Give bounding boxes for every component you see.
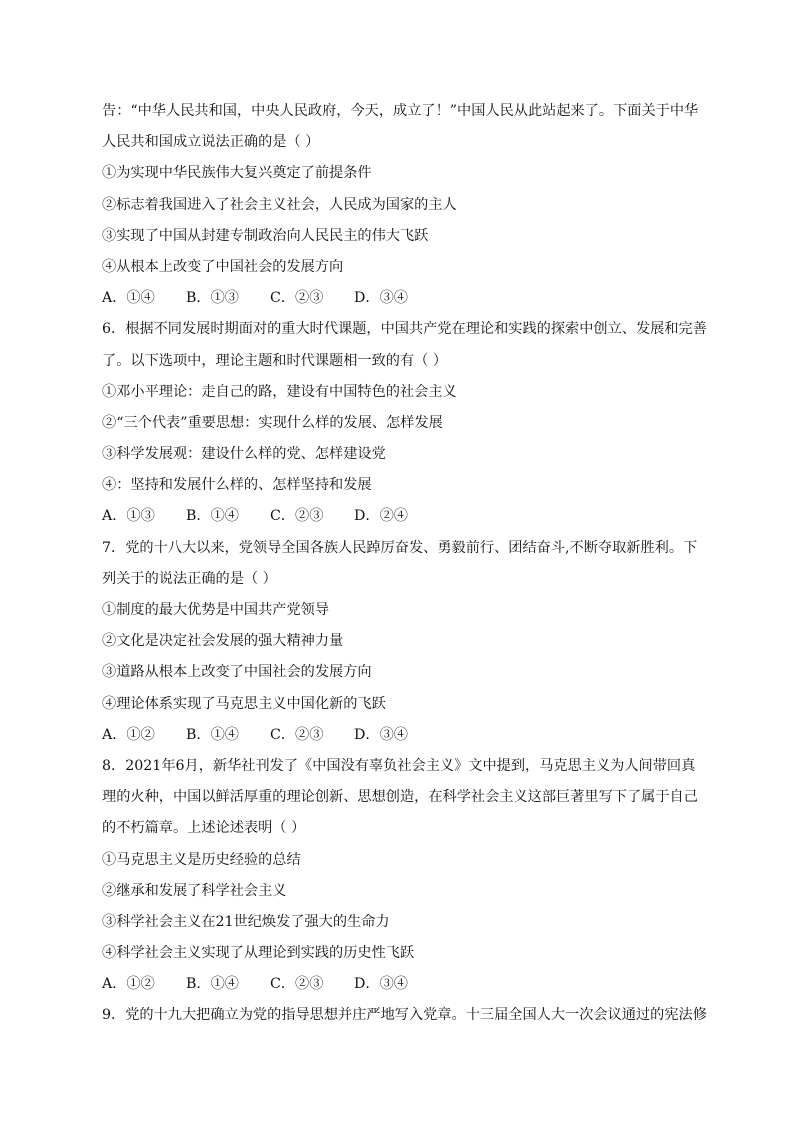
q6-choice-d: D．②④ <box>354 508 408 525</box>
q9-stem-line1: 9．党的十九大把确立为党的指导思想并庄严地写入党章。十三届全国人大一次会议通过的宪法修 <box>102 1007 707 1024</box>
q8-choice-c: C．②③ <box>270 976 324 993</box>
q5-choice-c: C．②③ <box>270 290 324 307</box>
q7-option-1: ①制度的最大优势是中国共产党领导 <box>102 602 330 618</box>
q6-choices <box>102 501 694 532</box>
q6-stem-line1: 6．根据不同发展时期面对的重大时代课题，中国共产党在理论和实践的探索中创立、发展和完善 <box>102 321 707 338</box>
q7-option-4: ④理论体系实现了马克思主义中国化新的飞跃 <box>102 695 386 712</box>
q7-stem-line2: 列关于的说法正确的是（ ） <box>102 570 277 587</box>
q7-choice-a: A．①② <box>102 726 155 743</box>
q8-stem-line2: 理的火种，中国以鲜活厚重的理论创新、思想创造，在科学社会主义这部巨著里写下了属于自己 <box>102 789 698 806</box>
q6-option-1: ①邓小平理论：走自己的路，建设有中国特色的社会主义 <box>102 383 457 400</box>
q5-stem-line2: 人民共和国成立说法正确的是（ ） <box>102 134 320 151</box>
q6-choice-c: C．②③ <box>270 508 324 525</box>
q8-stem-line3: 的不朽篇章。上述论述表明（ ） <box>102 820 306 837</box>
q6-choice-b: B．①④ <box>186 508 239 525</box>
q7-choice-b: B．①④ <box>186 726 239 743</box>
q5-choice-d: D．③④ <box>354 290 408 307</box>
q5-option-4: ④从根本上改变了中国社会的发展方向 <box>102 258 344 275</box>
q6-choice-a: A．①③ <box>102 508 155 525</box>
q6-option-3: ③科学发展观：建设什么样的党、怎样建设党 <box>102 446 386 463</box>
q7-choice-c: C．②③ <box>270 726 324 743</box>
q8-option-1: ①马克思主义是历史经验的总结 <box>102 851 301 868</box>
q7-option-2: ②文化是决定社会发展的强大精神力量 <box>102 633 344 650</box>
q8-choice-a: A．①② <box>102 976 155 993</box>
q8-choice-b: B．①④ <box>186 976 239 993</box>
q5-option-1: ①为实现中华民族伟大复兴奠定了前提条件 <box>102 165 372 182</box>
q7-choices <box>102 720 694 751</box>
q5-choices <box>102 283 694 314</box>
q5-stem-line1: 告：“中华人民共和国，中央人民政府，今天，成立了！”中国人民从此站起来了。下面关于中华 <box>102 103 699 119</box>
q8-option-2: ②继承和发展了科学社会主义 <box>102 882 287 899</box>
q8-option-3: ③科学社会主义在21世纪焕发了强大的生命力 <box>102 913 390 930</box>
q8-option-4: ④科学社会主义实现了从理论到实践的历史性飞跃 <box>102 945 415 962</box>
q5-option-3: ③实现了中国从封建专制政治向人民民主的伟大飞跃 <box>102 227 429 244</box>
q6-option-2: ②“三个代表”重要思想：实现什么样的发展、怎样发展 <box>102 414 443 431</box>
q5-choice-a: A．①④ <box>102 290 155 307</box>
exam-page <box>102 96 707 1032</box>
q8-choice-d: D．③④ <box>354 976 408 993</box>
q8-stem-line1: 8．2021年6月，新华社刊发了《中国没有辜负社会主义》文中提到，马克思主义为人间带回真 <box>102 757 696 774</box>
q7-option-3: ③道路从根本上改变了中国社会的发展方向 <box>102 664 372 681</box>
q5-choice-b: B．①③ <box>186 290 239 307</box>
q7-choice-d: D．③④ <box>354 726 408 743</box>
q5-option-2: ②标志着我国进入了社会主义社会，人民成为国家的主人 <box>102 196 457 213</box>
q8-choices <box>102 969 694 1000</box>
q7-stem-line1: 7．党的十八大以来，党领导全国各族人民踔厉奋发、勇毅前行、团结奋斗,不断夺取新胜利。下 <box>102 539 698 556</box>
q6-stem-line2: 了。以下选项中，理论主题和时代课题相一致的有（ ） <box>102 352 448 369</box>
q6-option-4: ④：坚持和发展什么样的、怎样坚持和发展 <box>102 477 372 494</box>
